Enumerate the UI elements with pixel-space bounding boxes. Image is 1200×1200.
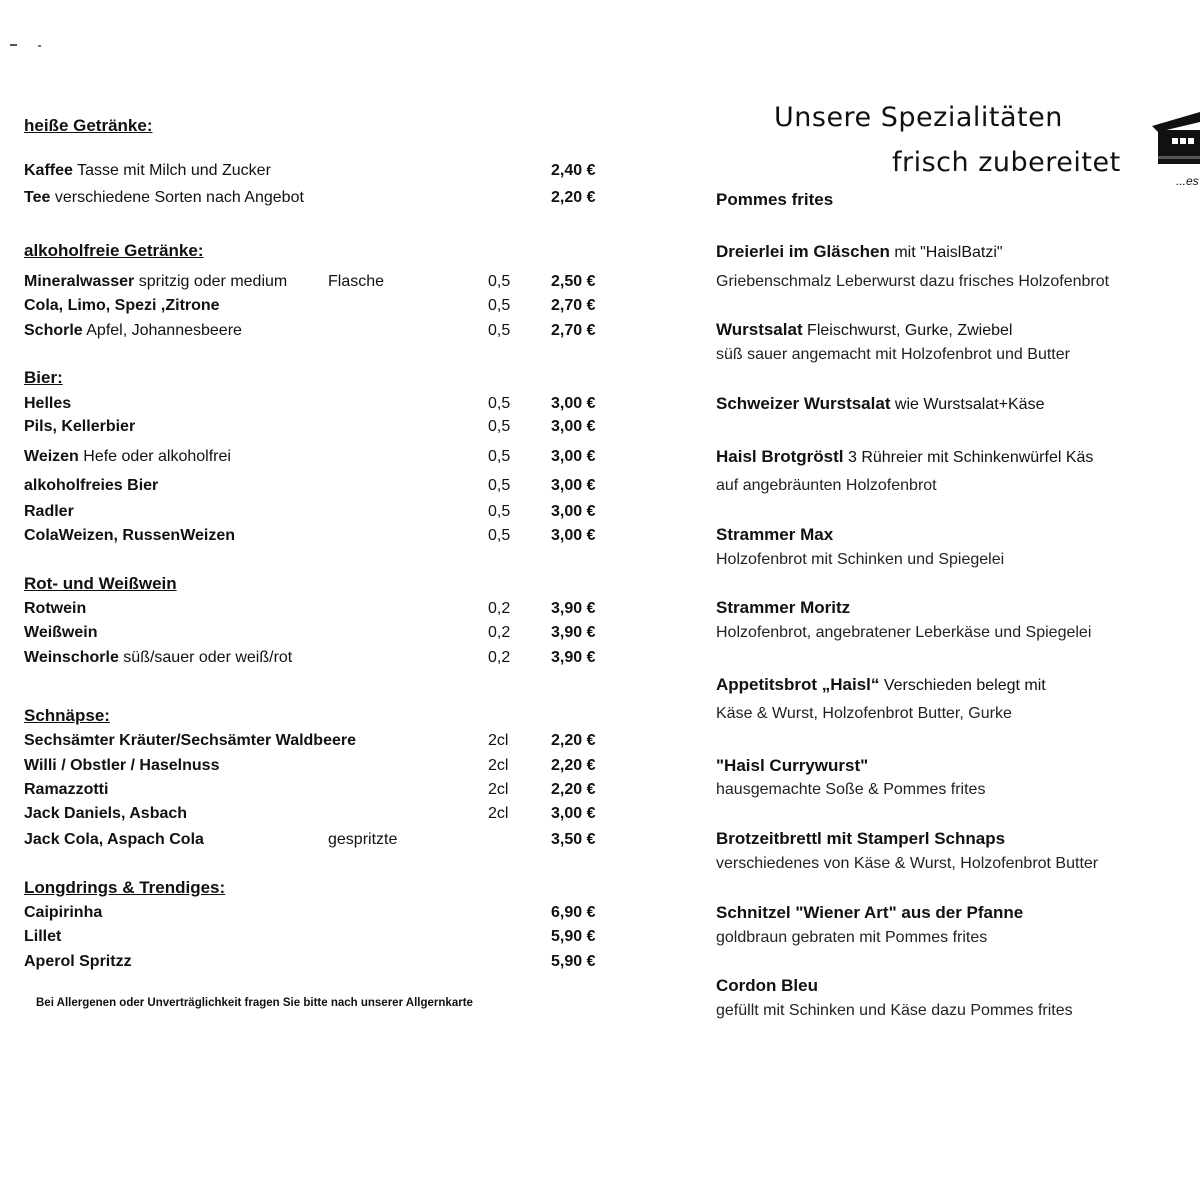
menu-item: Mineralwasser spritzig oder medium bbox=[24, 273, 288, 290]
item-price: 3,00 € bbox=[551, 527, 596, 544]
item-price: 5,90 € bbox=[551, 953, 596, 970]
menu-item: Radler bbox=[24, 503, 74, 520]
dish-description: auf angebräunten Holzofenbrot bbox=[716, 477, 937, 494]
menu-item: Kaffee Tasse mit Milch und Zucker bbox=[24, 162, 271, 179]
dish-description: hausgemachte Soße & Pommes frites bbox=[716, 781, 986, 798]
item-quantity: 0,5 bbox=[488, 503, 511, 520]
item-quantity: 2cl bbox=[488, 732, 509, 749]
logo-tagline: ...es bbox=[1176, 174, 1199, 188]
dish-title: Strammer Max bbox=[716, 525, 834, 544]
dish-description: gefüllt mit Schinken und Käse dazu Pommes frites bbox=[716, 1002, 1073, 1019]
dish-title: Wurstsalat Fleischwurst, Gurke, Zwiebel bbox=[716, 320, 1013, 339]
dish-title: Pommes frites bbox=[716, 190, 834, 209]
item-quantity: 0,5 bbox=[488, 273, 511, 290]
dish-title: Brotzeitbrettl mit Stamperl Schnaps bbox=[716, 829, 1006, 848]
item-quantity: 0,5 bbox=[488, 322, 511, 339]
scan-mark bbox=[10, 44, 17, 46]
dish-title: "Haisl Currywurst" bbox=[716, 756, 869, 775]
section-title-wine: Rot- und Weißwein bbox=[24, 574, 177, 593]
menu-item: Weizen Hefe oder alkoholfrei bbox=[24, 448, 231, 465]
item-quantity: 0,5 bbox=[488, 477, 511, 494]
allergen-footnote: Bei Allergenen oder Unverträglichkeit fragen Sie bitte nach unserer Allgernkarte bbox=[36, 997, 473, 1009]
menu-item: Willi / Obstler / Haselnuss bbox=[24, 757, 220, 774]
item-quantity: 2cl bbox=[488, 805, 509, 822]
item-price: 3,00 € bbox=[551, 418, 596, 435]
item-price: 6,90 € bbox=[551, 904, 596, 921]
menu-item: ColaWeizen, RussenWeizen bbox=[24, 527, 236, 544]
dish-description: Holzofenbrot mit Schinken und Spiegelei bbox=[716, 551, 1005, 568]
item-price: 3,50 € bbox=[551, 831, 596, 848]
item-price: 2,70 € bbox=[551, 297, 596, 314]
item-price: 2,70 € bbox=[551, 322, 596, 339]
section-title-beer: Bier: bbox=[24, 368, 63, 387]
dish-description: verschiedenes von Käse & Wurst, Holzofenbrot Butter bbox=[716, 855, 1099, 872]
item-price: 2,20 € bbox=[551, 757, 596, 774]
dish-description: Käse & Wurst, Holzofenbrot Butter, Gurke bbox=[716, 705, 1012, 722]
item-price: 2,20 € bbox=[551, 732, 596, 749]
section-title-schnapps: Schnäpse: bbox=[24, 706, 110, 725]
item-quantity: 0,5 bbox=[488, 395, 511, 412]
dish-title: Schweizer Wurstsalat wie Wurstsalat+Käse bbox=[716, 394, 1045, 413]
dish-description: Holzofenbrot, angebratener Leberkäse und Spiegelei bbox=[716, 624, 1092, 641]
item-extra: gespritzte bbox=[328, 831, 398, 848]
item-price: 3,00 € bbox=[551, 805, 596, 822]
dish-title: Cordon Bleu bbox=[716, 976, 818, 995]
dish-description: goldbraun gebraten mit Pommes frites bbox=[716, 929, 988, 946]
section-title-soft-drinks: alkoholfreie Getränke: bbox=[24, 241, 204, 260]
item-quantity: 0,5 bbox=[488, 418, 511, 435]
item-quantity: 2cl bbox=[488, 781, 509, 798]
section-title-longdrinks: Longdrings & Trendiges: bbox=[24, 878, 226, 897]
menu-item: Weißwein bbox=[24, 624, 98, 641]
menu-item: Sechsämter Kräuter/Sechsämter Waldbeere bbox=[24, 732, 356, 749]
section-title-hot-drinks: heiße Getränke: bbox=[24, 116, 153, 135]
item-price: 3,00 € bbox=[551, 448, 596, 465]
scan-mark bbox=[38, 45, 41, 47]
item-price: 3,90 € bbox=[551, 649, 596, 666]
dish-title: Appetitsbrot „Haisl“ Verschieden belegt mit bbox=[716, 675, 1046, 694]
item-quantity: 0,2 bbox=[488, 600, 511, 617]
item-quantity: 0,5 bbox=[488, 297, 511, 314]
menu-item: Tee verschiedene Sorten nach Angebot bbox=[24, 189, 304, 206]
menu-item: Jack Cola, Aspach Cola bbox=[24, 831, 204, 848]
menu-item: Weinschorle süß/sauer oder weiß/rot bbox=[24, 649, 293, 666]
dish-title: Haisl Brotgröstl 3 Rühreier mit Schinkenwürfel Käs bbox=[716, 447, 1094, 466]
item-extra: Flasche bbox=[328, 273, 385, 290]
menu-item: Pils, Kellerbier bbox=[24, 418, 136, 435]
heading-fresh: frisch zubereitet bbox=[892, 147, 1121, 178]
item-quantity: 0,2 bbox=[488, 649, 511, 666]
menu-item: Lillet bbox=[24, 928, 62, 945]
item-quantity: 0,5 bbox=[488, 448, 511, 465]
item-price: 3,00 € bbox=[551, 395, 596, 412]
item-quantity: 0,5 bbox=[488, 527, 511, 544]
menu-item: alkoholfreies Bier bbox=[24, 477, 159, 494]
item-quantity: 0,2 bbox=[488, 624, 511, 641]
dish-description: süß sauer angemacht mit Holzofenbrot und Butter bbox=[716, 346, 1070, 363]
dish-title: Strammer Moritz bbox=[716, 598, 851, 617]
dish-description: Griebenschmalz Leberwurst dazu frisches Holzofenbrot bbox=[716, 273, 1110, 290]
menu-item: Rotwein bbox=[24, 600, 87, 617]
dish-title: Dreierlei im Gläschen mit "HaislBatzi" bbox=[716, 242, 1003, 261]
heading-specialties: Unsere Spezialitäten bbox=[774, 102, 1063, 133]
item-price: 3,90 € bbox=[551, 600, 596, 617]
item-price: 3,00 € bbox=[551, 477, 596, 494]
item-price: 3,00 € bbox=[551, 503, 596, 520]
menu-item: Jack Daniels, Asbach bbox=[24, 805, 188, 822]
item-quantity: 2cl bbox=[488, 757, 509, 774]
menu-item: Cola, Limo, Spezi ,Zitrone bbox=[24, 297, 220, 314]
item-price: 5,90 € bbox=[551, 928, 596, 945]
menu-item: Ramazzotti bbox=[24, 781, 109, 798]
menu-item: Helles bbox=[24, 395, 72, 412]
menu-item: Aperol Spritzz bbox=[24, 953, 132, 970]
dish-title: Schnitzel "Wiener Art" aus der Pfanne bbox=[716, 903, 1024, 922]
item-price: 2,20 € bbox=[551, 781, 596, 798]
item-price: 3,90 € bbox=[551, 624, 596, 641]
item-price: 2,50 € bbox=[551, 273, 596, 290]
item-price: 2,20 € bbox=[551, 189, 596, 206]
menu-item: Caipirinha bbox=[24, 904, 103, 921]
menu-item: Schorle Apfel, Johannesbeere bbox=[24, 322, 242, 339]
item-price: 2,40 € bbox=[551, 162, 596, 179]
